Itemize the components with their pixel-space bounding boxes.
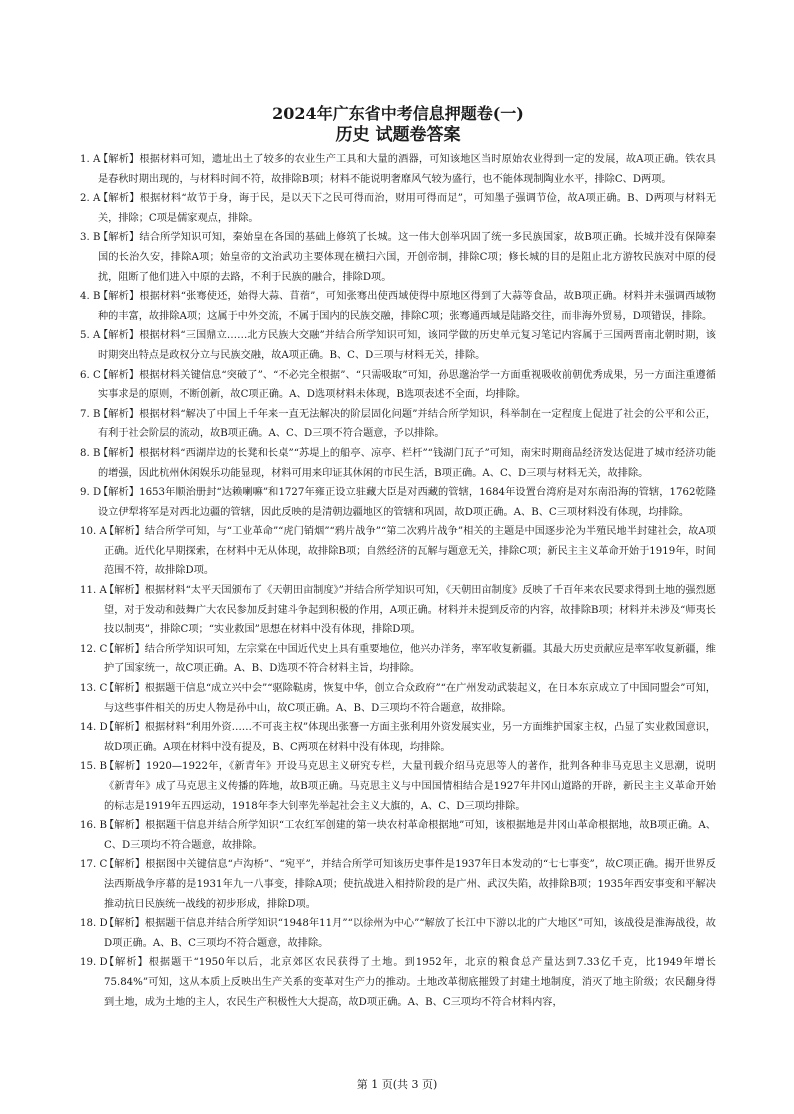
answer-explanation: 【解析】根据材料关键信息“突破了”、“不必完全根据”、“只需吸取”可知，孙思邈治学一方面重视吸收前朝优秀成果，另一方面注重遵循实事求是的原则，不断创新，故C项正确。A、D选项材料未体现，B选项表述不全面，均排除。: [98, 369, 716, 401]
answer-explanation: 【解析】结合所学可知，与“工业革命”“虎门销烟”“鸦片战争”“第二次鸦片战争”相关的主题是中国逐步沦为半殖民地半封建社会，故A项正确。近代化早期探索，在材料中无从体现，故排除B项；自然经济的瓦解与题意无关，排除C项；新民主主义革命开始于1919年，时间范围不符，故排除D项。: [104, 526, 716, 577]
answer-number: 9. D: [80, 487, 102, 499]
answer-number: 3. B: [80, 232, 101, 244]
answer-number: 10. A: [80, 526, 107, 538]
answer-explanation: 【解析】根据题干信息并结合所学知识“工农红军创建的第一块农村革命根据地”可知，该根据地是井冈山革命根据地，故B项正确。A、C、D三项均不符合题意，故排除。: [104, 820, 716, 851]
answer-item: [80, 816, 716, 855]
answer-item: [80, 855, 716, 914]
answer-item: [80, 287, 716, 326]
answer-number: 1. A: [80, 154, 101, 165]
answer-explanation: 【解析】根据材料可知，遗址出土了较多的农业生产工具和大量的酒器，可知该地区当时原始农业得到一定的发展，故A项正确。铁农具是春秋时期出现的，与材料时间不符，故排除B项；材料不能说明奢靡风气较为盛行，也不能体现制陶业水平，排除C、D两项。: [98, 154, 716, 185]
answer-number: 5. A: [80, 330, 101, 342]
answer-number: 2. A: [80, 193, 101, 205]
answer-number: 15. B: [80, 761, 107, 773]
answer-explanation: 【解析】结合所学知识可知，左宗棠在中国近代史上具有重要地位，他兴办洋务，率军收复新疆。其最大历史贡献应是率军收复新疆，维护了国家统一，故C项正确。A、B、D选项不符合材料主旨，均排除。: [104, 643, 716, 675]
answer-number: 11. A: [80, 585, 107, 597]
answer-explanation: 【解析】根据题干信息并结合所学知识“1948年11月”“以徐州为中心”“解放了长江中下游以北的广大地区”可知，该战役是淮海战役，故D项正确。A、B、C三项均不符合题意，故排除。: [104, 918, 716, 949]
answer-explanation: 【解析】根据材料“解决了中国上千年来一直无法解决的阶层固化问题”并结合所学知识，科举制在一定程度上促进了社会的公平和公正，有利于社会阶层的流动，故B项正确。A、C、D三项不符合题意，予以排除。: [98, 408, 716, 440]
answer-list: [80, 150, 716, 1012]
answer-item: [80, 444, 716, 483]
answer-item: [80, 679, 716, 718]
answer-item: [80, 640, 716, 679]
answer-item: [80, 483, 716, 522]
answer-explanation: 【解析】根据材料“张骞使还，始得大蒜、苜蓿”，可知张骞出使西域使得中原地区得到了大蒜等食品，故B项正确。材料并未强调西域物种的丰富，故排除A项；这属于中外交流，不属于国内的民族交融，排除C项；张骞通西域是陆路交往，而非海外贸易，D项错误，排除。: [98, 291, 716, 322]
answer-item: [80, 581, 716, 640]
answer-explanation: 【解析】根据材料“故节于身，诲于民，是以天下之民可得而治，财用可得而足”，可知墨子强调节俭，故A项正确。B、D两项与材料无关，排除；C项是儒家观点，排除。: [98, 193, 716, 224]
answer-explanation: 【解析】根据题干信息“成立兴中会”“驱除鞑虏，恢复中华，创立合众政府”“在广州发动武装起义，在日本东京成立了中国同盟会”可知，与这些事件相关的历史人物是孙中山，故C项正确。A、B、D三项均不符合题意，故排除。: [104, 683, 716, 714]
answer-number: 13. C: [80, 683, 108, 695]
answer-number: 8. B: [80, 447, 101, 459]
answer-item: [80, 366, 716, 405]
answer-explanation: 【解析】根据材料“太平天国颁布了《天朝田亩制度》”并结合所学知识可知，《天朝田亩制度》反映了千百年来农民要求得到土地的强烈愿望，对于发动和鼓舞广大农民参加反封建斗争起到积极的作用，A项正确。材料并未提到反帝的内容，故排除B项；材料并未涉及“师夷长技以制夷”，排除C项；“实业救国”思想在材料中没有体现，排除D项。: [104, 585, 716, 636]
answer-number: 19. D: [80, 957, 108, 969]
answer-explanation: 【解析】1920—1922年，《新青年》开设马克思主义研究专栏，大量刊载介绍马克思等人的著作，批判各种非马克思主义思潮，说明《新青年》成了马克思主义传播的阵地，故B项正确。马克思主义与中国国情相结合是1927年井冈山道路的开辟，新民主主义革命开始的标志是1919年五四运动，1918年李大钊率先举起社会主义大旗的，A、C、D三项均排除。: [104, 761, 716, 812]
answer-item: [80, 914, 716, 953]
answer-number: 17. C: [80, 859, 108, 871]
answer-explanation: 【解析】结合所学知识可知，秦始皇在各国的基础上修筑了长城。这一伟大创举巩固了统一多民族国家，故B项正确。长城并没有保障秦国的长治久安，排除A项；始皇帝的文治武功主要体现在横扫六国，开创帝制，排除C项；修长城的目的是阻止北方游牧民族对中原的侵扰，阻断了他们进入中原的去路，不利于民族的融合，排除D项。: [98, 232, 716, 283]
answer-item: [80, 757, 716, 816]
page-footer: 第 1 页(共 3 页): [356, 1078, 438, 1091]
answer-explanation: 【解析】1653年顺治册封“达赖喇嘛”和1727年雍正设立驻藏大臣是对西藏的管辖，1684年设置台湾府是对东南沿海的管辖，1762乾隆设立伊犁将军是对西北边疆的管辖，因此反映的是清朝边疆地区的管辖和巩固，故D项正确。A、B、C三项材料没有体现，均排除。: [98, 487, 716, 518]
answer-explanation: 【解析】根据材料“西湖岸边的长凳和长桌”“苏堤上的船亭、凉亭、栏杆”“钱湖门瓦子”可知，南宋时期商品经济发达促进了城市经济功能的增强，因此杭州休闲娱乐功能显现，材料可用来印证其休闲的市民生活，B项正确。A、C、D三项与材料无关，故排除。: [98, 447, 716, 479]
answer-explanation: 【解析】根据材料“三国鼎立……北方民族大交融”并结合所学知识可知，该同学做的历史单元复习笔记内容属于三国两晋南北朝时期，该时期突出特点是政权分立与民族交融，故A项正确。B、C、D三项与材料无关，排除。: [98, 330, 716, 361]
answer-number: 14. D: [80, 722, 108, 734]
answer-explanation: 【解析】根据图中关键信息“卢沟桥”、“宛平”，并结合所学可知该历史事件是1937年日本发动的“七七事变”，故C项正确。揭开世界反法西斯战争序幕的是1931年九一八事变，排除A项；使抗战进入相持阶段的是广州、武汉失陷，故排除B项；1935年西安事变和平解决推动抗日民族统一战线的初步形成，排除D项。: [104, 859, 716, 910]
answer-item: [80, 189, 716, 228]
answer-item: [80, 718, 716, 757]
answer-explanation: 【解析】根据题干“1950年以后，北京郊区农民获得了土地。到1952年，北京的粮食总产量达到7.33亿千克，比1949年增长75.84%”可知，这从本质上反映出生产关系的变革对生产力的推动。土地改革彻底摧毁了封建土地制度，消灭了地主阶级；农民翻身得到土地，成为土地的主人，农民生产积极性大大提高，故D项正确。A、B、C三项均不符合材料内容，: [104, 957, 716, 1008]
answer-item: [80, 326, 716, 365]
answer-item: [80, 150, 716, 189]
answer-item: [80, 405, 716, 444]
page-title: 2024年广东省中考信息押题卷(一): [272, 104, 524, 123]
answer-explanation: 【解析】根据材料“利用外资……不可丧主权”体现出张謇一方面主张利用外资发展实业，另一方面维护国家主权，凸显了实业救国意识，故D项正确。A项在材料中没有提及，B、C两项在材料中没有体现，均排除。: [104, 722, 716, 753]
answer-number: 16. B: [80, 820, 107, 832]
answer-number: 18. D: [80, 918, 108, 930]
answer-item: [80, 953, 716, 1012]
answer-number: 7. B: [80, 408, 101, 420]
answer-number: 4. B: [80, 291, 101, 303]
answer-number: 6. C: [80, 369, 101, 381]
answer-item: [80, 228, 716, 287]
answer-item: [80, 522, 716, 581]
answer-number: 12. C: [80, 643, 108, 655]
page-subtitle: 历史 试题卷答案: [335, 125, 461, 145]
